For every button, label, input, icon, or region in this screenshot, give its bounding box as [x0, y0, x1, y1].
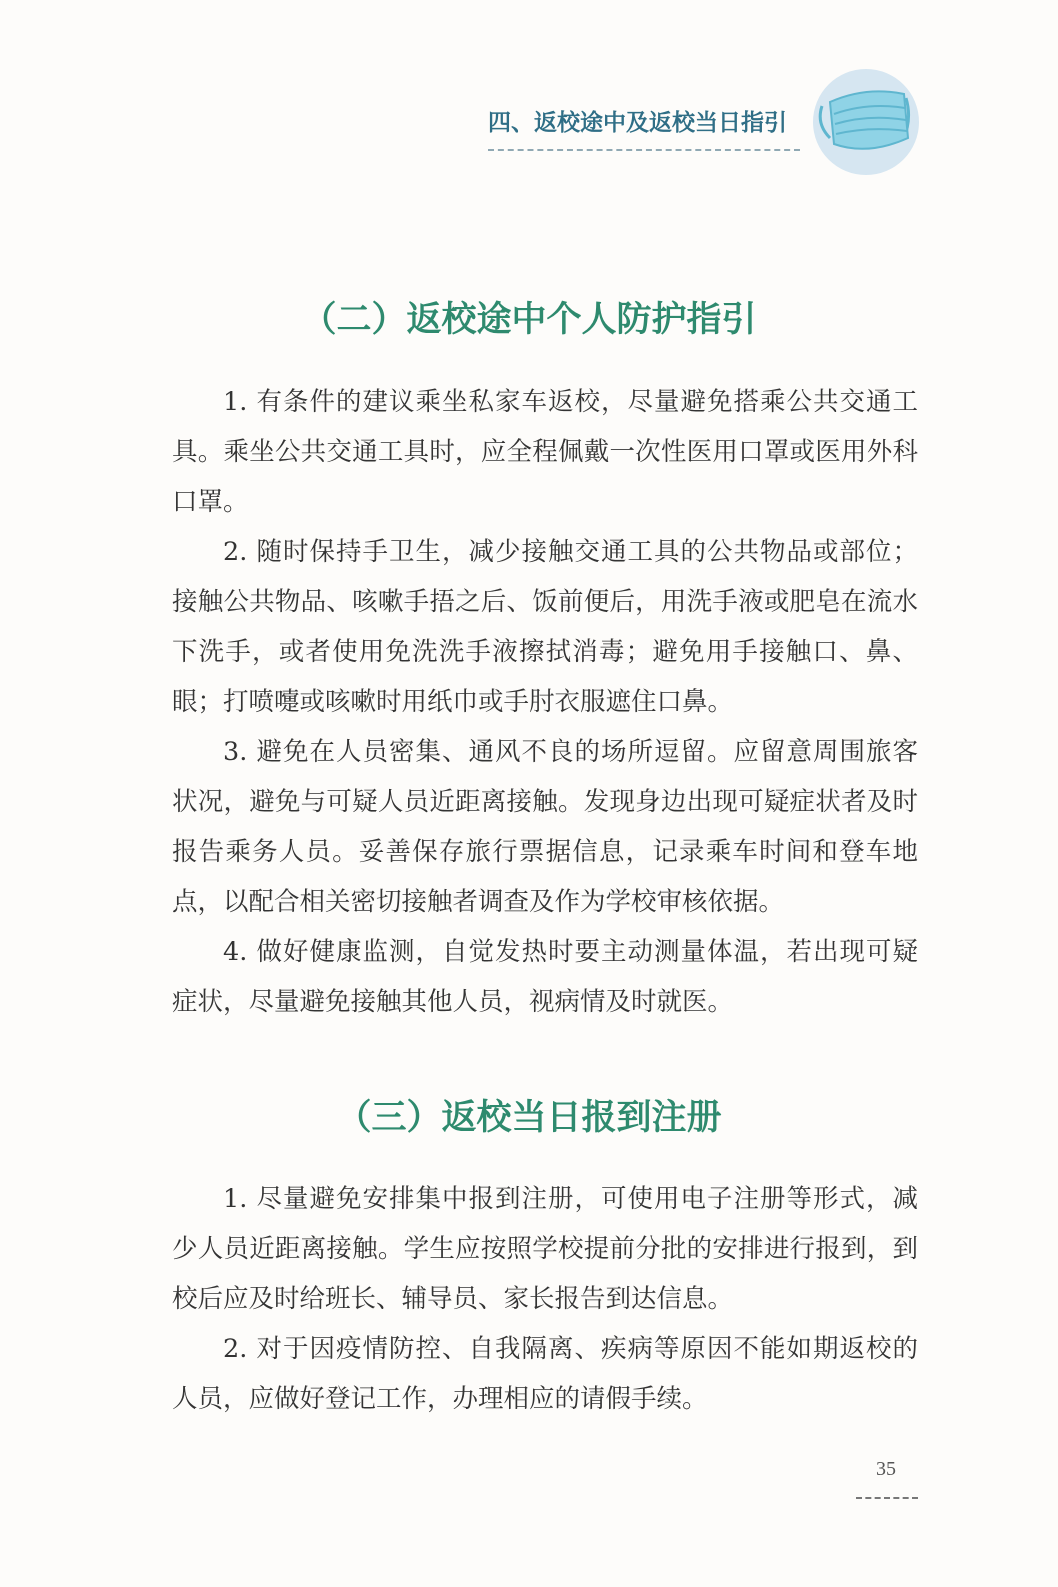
- face-mask-icon: [812, 68, 920, 176]
- chapter-title: 四、返校途中及返校当日指引: [488, 109, 787, 136]
- section-title-protection: （二）返校途中个人防护指引: [301, 299, 757, 340]
- page-number: 35: [876, 1458, 896, 1480]
- protection-item-1: 1. 有条件的建议乘坐私家车返校，尽量避免搭乘公共交通工具。乘坐公共交通工具时，应全程佩戴一次性医用口罩或医用外科口罩。: [172, 387, 918, 517]
- registration-item-1: 1. 尽量避免安排集中报到注册，可使用电子注册等形式，减少人员近距离接触。学生应按照学校提前分批的安排进行报到，到校后应及时给班长、辅导员、家长报告到达信息。: [172, 1184, 918, 1314]
- protection-item-3: 3. 避免在人员密集、通风不良的场所逗留。应留意周围旅客状况，避免与可疑人员近距离接触。发现身边出现可疑症状者及时报告乘务人员。妥善保存旅行票据信息，记录乘车时间和登车地点，以配合相关密切接触者调查及作为学校审核依据。: [172, 737, 918, 917]
- header-divider: [488, 149, 800, 151]
- protection-item-4: 4. 做好健康监测，自觉发热时要主动测量体温，若出现可疑症状，尽量避免接触其他人员，视病情及时就医。: [172, 937, 918, 1017]
- protection-item-2: 2. 随时保持手卫生，减少接触交通工具的公共物品或部位；接触公共物品、咳嗽手捂之后、饭前便后，用洗手液或肥皂在流水下洗手，或者使用免洗洗手液擦拭消毒；避免用手接触口、鼻、眼；打喷嚏或咳嗽时用纸巾或手肘衣服遮住口鼻。: [172, 537, 918, 717]
- footer-divider: [856, 1497, 918, 1499]
- chapter-header: [488, 104, 804, 151]
- section-title-registration: （三）返校当日报到注册: [336, 1097, 722, 1138]
- registration-item-2: 2. 对于因疫情防控、自我隔离、疾病等原因不能如期返校的人员，应做好登记工作，办理相应的请假手续。: [172, 1334, 918, 1414]
